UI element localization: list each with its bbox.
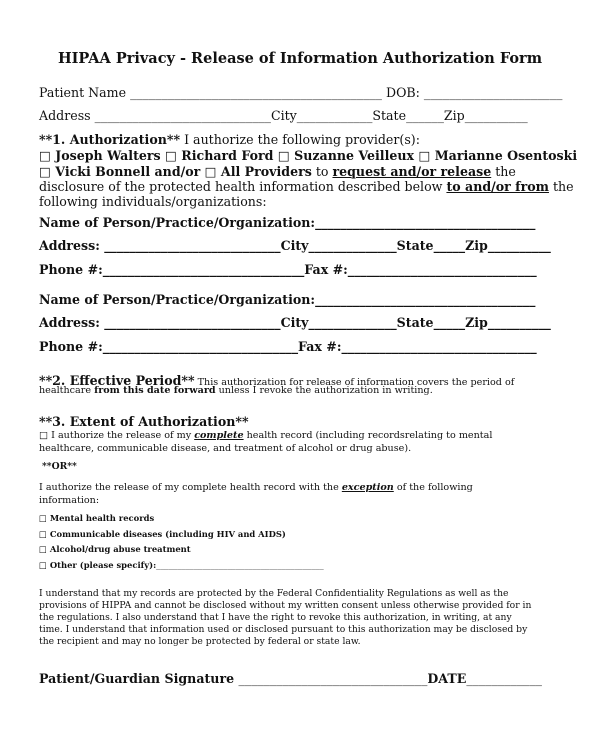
- revoke-text: unless I revoke the authorization in writing.: [215, 385, 433, 396]
- recipient-fax-label: Fax #:: [304, 262, 348, 277]
- exception-row: [39, 482, 473, 493]
- recipient-1-name-row: [39, 215, 535, 230]
- exception-other-checkbox[interactable]: □ Other (please specify):: [39, 560, 157, 570]
- address-field[interactable]: ____________________________: [94, 108, 271, 123]
- recipient-fax-field[interactable]: ______________________________: [347, 262, 537, 277]
- recipient-city-field[interactable]: ______________: [308, 315, 397, 330]
- provider-options[interactable]: □ Vicki Bonnell and/or □ All Providers: [39, 164, 312, 179]
- statement-line-5: the recipient and may no longer be protected by federal or state law.: [39, 636, 361, 647]
- authorization-heading-row: [39, 132, 420, 147]
- recipient-state-label: State: [396, 315, 434, 330]
- zip-field[interactable]: __________: [464, 108, 528, 123]
- exception-word: exception: [341, 482, 394, 493]
- from-this-date-phrase: from this date forward: [94, 385, 216, 396]
- extent-heading: **3. Extent of Authorization**: [39, 414, 249, 429]
- recipient-state-field[interactable]: _____: [433, 238, 466, 253]
- patient-address-row: [39, 108, 528, 123]
- recipient-address-field[interactable]: ____________________________: [104, 315, 281, 330]
- recipient-name-label: Name of Person/Practice/Organization:: [39, 215, 316, 230]
- recipient-fax-field[interactable]: _______________________________: [341, 339, 537, 354]
- disclosure-text: disclosure of the protected health information described below: [39, 179, 447, 194]
- healthcare-text: healthcare: [39, 385, 95, 396]
- authorization-intro: I authorize the following provider(s):: [180, 132, 420, 147]
- recipient-1-address-row: [39, 238, 551, 253]
- patient-name-label: Patient Name: [39, 85, 127, 100]
- to-from-phrase: to and/or from: [446, 179, 549, 194]
- effective-period-text: This authorization for release of information covers the period of: [194, 377, 515, 388]
- patient-name-field[interactable]: ________________________________________: [130, 85, 382, 100]
- recipient-state-field[interactable]: _____: [433, 315, 466, 330]
- city-label: City: [270, 108, 297, 123]
- patient-name-row: [39, 85, 562, 100]
- provider-checkboxes-row-1[interactable]: □ Joseph Walters □ Richard Ford □ Suzanne Veilleux □ Marianne Osentoski: [39, 148, 578, 163]
- recipient-city-field[interactable]: ______________: [308, 238, 397, 253]
- recipient-fax-label: Fax #:: [297, 339, 342, 354]
- text-the-2: the: [548, 179, 574, 194]
- recipient-name-field[interactable]: ___________________________________: [315, 292, 536, 307]
- signature-field[interactable]: ______________________________: [238, 671, 428, 686]
- address-label: Address: [39, 108, 91, 123]
- complete-record-text: health record (including recordsrelating to mental: [243, 430, 493, 441]
- recipient-1-phone-row: [39, 262, 537, 277]
- recipient-city-label: City: [280, 238, 309, 253]
- date-label: DATE: [427, 671, 467, 686]
- recipient-address-label: Address:: [39, 315, 105, 330]
- exception-alcohol-checkbox[interactable]: □ Alcohol/drug abuse treatment: [39, 544, 191, 554]
- complete-record-checkbox[interactable]: □ I authorize the release of my: [39, 430, 195, 441]
- recipient-state-label: State: [396, 238, 434, 253]
- authorization-heading: **1. Authorization**: [39, 132, 181, 147]
- exception-text: I authorize the release of my complete health record with the: [39, 482, 342, 493]
- recipient-2-name-row: [39, 292, 535, 307]
- statement-line-3: the regulations. I also understand that I have the right to revoke this authorization, in writing, at any: [39, 612, 512, 623]
- recipient-zip-label: Zip: [465, 315, 488, 330]
- dob-label: DOB:: [385, 85, 420, 100]
- information-label: information:: [39, 495, 100, 506]
- exception-mental-health-checkbox[interactable]: □ Mental health records: [39, 513, 155, 523]
- recipient-name-label: Name of Person/Practice/Organization:: [39, 292, 316, 307]
- provider-checkboxes-row-2: [39, 164, 516, 179]
- complete-record-row-2: healthcare, communicable disease, and treatment of alcohol or drug abuse).: [39, 443, 412, 454]
- statement-line-4: time. I understand that information used or disclosed pursuant to this authorization may be disclosed by: [39, 624, 528, 635]
- recipient-phone-label: Phone #:: [39, 339, 103, 354]
- recipient-2-address-row: [39, 315, 551, 330]
- recipient-2-phone-row: [39, 339, 537, 354]
- date-field[interactable]: ____________: [466, 671, 542, 686]
- recipient-phone-field[interactable]: _______________________________: [102, 339, 298, 354]
- other-specify-field[interactable]: ________________________________________: [156, 560, 324, 570]
- individuals-line: following individuals/organizations:: [39, 194, 267, 209]
- effective-period-row-2: [39, 385, 433, 396]
- recipient-zip-label: Zip: [465, 238, 488, 253]
- zip-label: Zip: [443, 108, 465, 123]
- recipient-zip-field[interactable]: __________: [487, 315, 551, 330]
- request-release-phrase: request and/or release: [332, 164, 492, 179]
- recipient-address-field[interactable]: ____________________________: [104, 238, 281, 253]
- exception-communicable-checkbox[interactable]: □ Communicable diseases (including HIV and AIDS): [39, 529, 286, 539]
- recipient-city-label: City: [280, 315, 309, 330]
- exception-other-row: [39, 560, 324, 570]
- recipient-address-label: Address:: [39, 238, 105, 253]
- text-the: the: [491, 164, 516, 179]
- signature-label: Patient/Guardian Signature: [39, 671, 239, 686]
- recipient-name-field[interactable]: ___________________________________: [315, 215, 536, 230]
- city-field[interactable]: ____________: [296, 108, 373, 123]
- or-label: **OR**: [42, 461, 77, 472]
- exception-text-end: of the following: [393, 482, 473, 493]
- effective-period-heading: **2. Effective Period**: [39, 373, 195, 388]
- statement-line-2: provisions of HIPPA and cannot be disclosed without my written consent unless otherwise provided for in: [39, 600, 532, 611]
- dob-field[interactable]: ______________________: [423, 85, 563, 100]
- state-field[interactable]: ______: [406, 108, 444, 123]
- complete-word: complete: [194, 430, 244, 441]
- form-title: HIPAA Privacy - Release of Information Authorization Form: [57, 50, 543, 67]
- recipient-phone-label: Phone #:: [39, 262, 103, 277]
- state-label: State: [372, 108, 407, 123]
- disclosure-line: [39, 179, 574, 194]
- complete-record-row: [39, 430, 492, 441]
- text-to: to: [311, 164, 333, 179]
- recipient-phone-field[interactable]: ________________________________: [102, 262, 305, 277]
- statement-line-1: I understand that my records are protected by the Federal Confidentiality Regulations as well as the: [39, 588, 509, 599]
- recipient-zip-field[interactable]: __________: [487, 238, 551, 253]
- signature-row: [39, 671, 542, 686]
